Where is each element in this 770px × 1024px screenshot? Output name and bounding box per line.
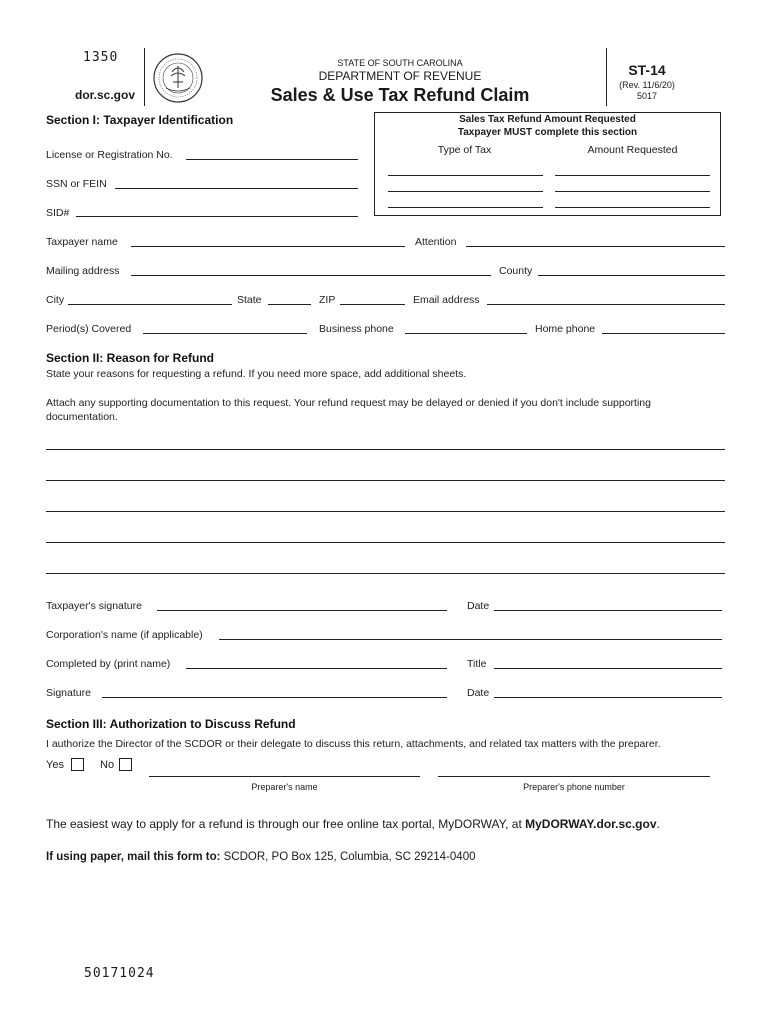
amount-input-2[interactable]: [555, 177, 710, 192]
department-name: DEPARTMENT OF REVENUE: [318, 69, 482, 83]
section2-heading: Section II: Reason for Refund: [46, 351, 215, 365]
online-portal-end: .: [656, 817, 660, 831]
date2-label: Date: [467, 687, 490, 699]
refund-amount-box: [374, 112, 721, 216]
type-of-tax-input-2[interactable]: [388, 177, 543, 192]
header-divider-left: [144, 48, 145, 106]
section2-instruction-2: Attach any supporting documentation to this request. Your refund request may be delayed or denied if you don't include supporting: [46, 397, 651, 409]
title-label: Title: [467, 658, 487, 670]
completed-by-label: Completed by (print name): [46, 658, 171, 670]
sid-input[interactable]: [76, 202, 358, 217]
home-phone-input[interactable]: [602, 319, 725, 334]
completed-by-input[interactable]: [186, 654, 447, 669]
signature-input[interactable]: [102, 683, 447, 698]
section1-heading: Section I: Taxpayer Identification: [46, 113, 234, 127]
revision-code: 5017: [636, 91, 658, 101]
date-label: Date: [467, 600, 490, 612]
taxpayer-signature-input[interactable]: [157, 596, 447, 611]
mail-instructions: [46, 851, 475, 863]
type-of-tax-header: Type of Tax: [437, 144, 492, 156]
yes-label: Yes: [46, 759, 64, 771]
county-input[interactable]: [538, 261, 725, 276]
mydorway-link[interactable]: MyDORWAY.dor.sc.gov: [525, 817, 657, 831]
attention-input[interactable]: [466, 232, 725, 247]
home-phone-label: Home phone: [535, 323, 596, 335]
ssn-input[interactable]: [115, 174, 358, 189]
taxpayer-name-label: Taxpayer name: [46, 236, 118, 248]
preparer-name-label: Preparer's name: [251, 782, 318, 792]
taxpayer-name-input[interactable]: [131, 232, 405, 247]
section2-instruction-1: State your reasons for requesting a refund. If you need more space, add additional sheets.: [46, 368, 467, 380]
state-label: State: [237, 294, 262, 306]
authorization-text: I authorize the Director of the SCDOR or their delegate to discuss this return, attachments, and related tax matters with the preparer.: [46, 738, 661, 750]
reason-line-2[interactable]: [46, 466, 725, 481]
amount-input-3[interactable]: [555, 193, 710, 208]
state-seal-icon: [152, 52, 204, 104]
online-portal-sentence: The easiest way to apply for a refund is through our free online tax portal, MyDORWAY, at: [46, 817, 526, 831]
preparer-phone-input[interactable]: [438, 762, 710, 777]
email-input[interactable]: [487, 290, 725, 305]
reason-line-1[interactable]: [46, 435, 725, 450]
email-label: Email address: [413, 294, 480, 306]
preparer-name-input[interactable]: [149, 762, 420, 777]
county-label: County: [499, 265, 533, 277]
sid-label: SID#: [46, 207, 70, 219]
license-input[interactable]: [186, 145, 358, 160]
state-name: STATE OF SOUTH CAROLINA: [337, 58, 463, 68]
amount-requested-header: Amount Requested: [587, 144, 678, 156]
type-of-tax-input-3[interactable]: [388, 193, 543, 208]
business-phone-input[interactable]: [405, 319, 527, 334]
section3-heading: Section III: Authorization to Discuss Refund: [46, 717, 296, 731]
amount-input-1[interactable]: [555, 161, 710, 176]
period-input[interactable]: [143, 319, 307, 334]
preparer-phone-label: Preparer's phone number: [523, 782, 625, 792]
mail-address: SCDOR, PO Box 125, Columbia, SC 29214-0400: [220, 851, 476, 863]
type-of-tax-input-1[interactable]: [388, 161, 543, 176]
zip-label: ZIP: [319, 294, 336, 306]
refund-box-subtitle: Taxpayer MUST complete this section: [457, 127, 638, 138]
refund-box-title: Sales Tax Refund Amount Requested: [459, 114, 636, 125]
state-input[interactable]: [268, 290, 311, 305]
attention-label: Attention: [415, 236, 457, 248]
date-input[interactable]: [494, 596, 722, 611]
website: dor.sc.gov: [75, 88, 136, 102]
revision: (Rev. 11/6/20): [619, 80, 675, 90]
yes-checkbox[interactable]: [71, 758, 84, 771]
form-number: ST-14: [628, 62, 666, 78]
section2-instruction-3: documentation.: [46, 411, 118, 423]
license-label: License or Registration No.: [46, 149, 173, 161]
corporation-name-label: Corporation's name (if applicable): [46, 629, 203, 641]
no-checkbox[interactable]: [119, 758, 132, 771]
corporation-name-input[interactable]: [219, 625, 722, 640]
signature-label: Signature: [46, 687, 91, 699]
barcode-number: 50171024: [84, 966, 155, 981]
zip-input[interactable]: [340, 290, 405, 305]
online-portal-text: [46, 817, 660, 831]
no-label: No: [100, 759, 115, 771]
mailing-address-input[interactable]: [131, 261, 491, 276]
mail-label: If using paper, mail this form to:: [46, 851, 221, 863]
period-label: Period(s) Covered: [46, 323, 132, 335]
form-title: Sales & Use Tax Refund Claim: [270, 85, 530, 105]
header-divider-right: [606, 48, 607, 106]
ssn-label: SSN or FEIN: [46, 178, 107, 190]
reason-line-4[interactable]: [46, 528, 725, 543]
business-phone-label: Business phone: [319, 323, 394, 335]
taxpayer-signature-label: Taxpayer's signature: [46, 600, 142, 612]
city-input[interactable]: [68, 290, 232, 305]
mailing-address-label: Mailing address: [46, 265, 120, 277]
date2-input[interactable]: [494, 683, 722, 698]
form-code: 1350: [83, 50, 119, 65]
city-label: City: [46, 294, 65, 306]
reason-line-3[interactable]: [46, 497, 725, 512]
title-input[interactable]: [494, 654, 722, 669]
reason-line-5[interactable]: [46, 559, 725, 574]
